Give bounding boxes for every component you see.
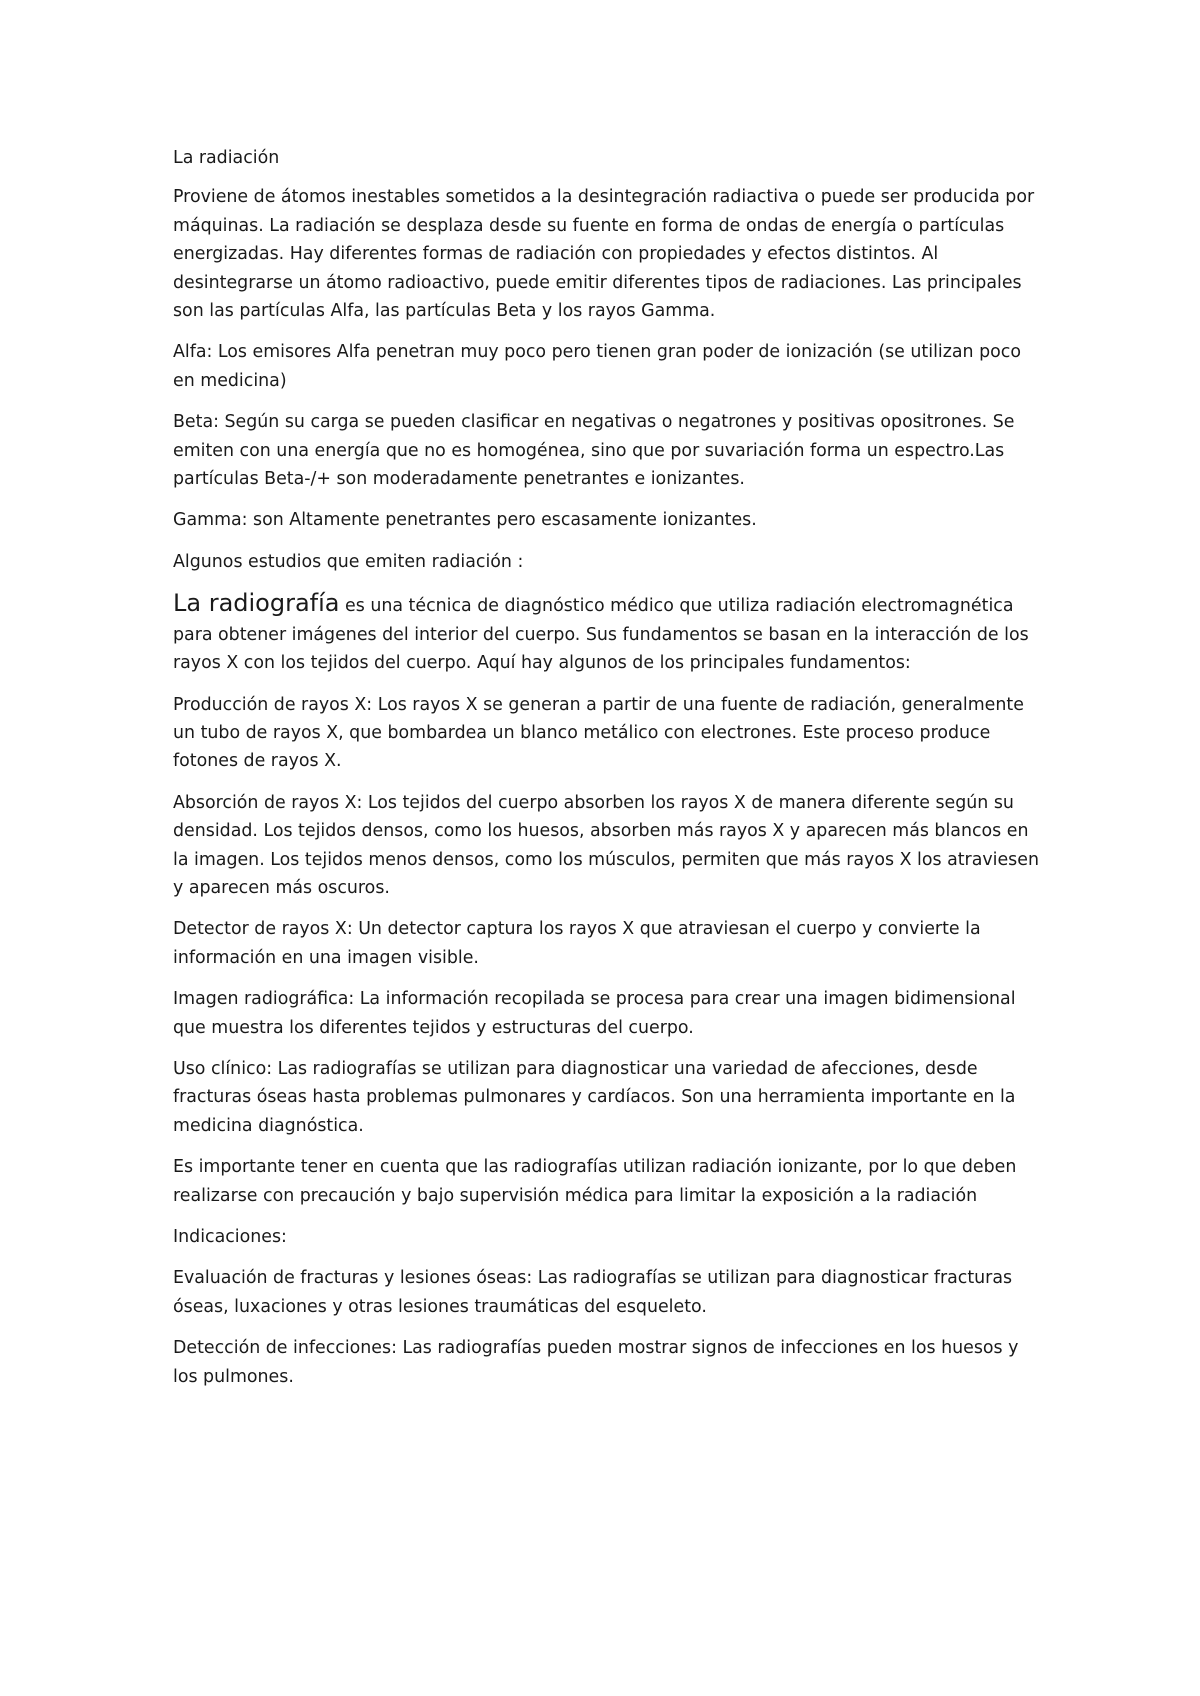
paragraph-imagen: Imagen radiográfica: La información recopilada se procesa para crear una imagen bidimensional que muestra los diferentes tejidos y estructuras del cuerpo. [173,989,1016,1038]
paragraph-deteccion: Detección de infecciones: Las radiografías pueden mostrar signos de infecciones en los huesos y los pulmones. [173,1338,1019,1387]
paragraph-importante: Es importante tener en cuenta que las radiografías utilizan radiación ionizante, por lo que deben realizarse con precaución y bajo supervisión médica para limitar la exposición a la radiación [173,1157,1017,1206]
document-title: La radiación [173,148,280,168]
paragraph-evaluacion: Evaluación de fracturas y lesiones óseas: Las radiografías se utilizan para diagnosticar fracturas óseas, luxaciones y otras lesiones traumáticas del esqueleto. [173,1268,1013,1317]
heading-estudios: Algunos estudios que emiten radiación : [173,551,524,572]
paragraph-radiografia [173,589,1045,677]
term-radiografia: La radiografía [173,589,340,618]
paragraph-produccion: Producción de rayos X: Los rayos X se generan a partir de una fuente de radiación, generalmente un tubo de rayos X, que bombardea un blanco metálico con electrones. Este proceso produce fotones de rayos X. [173,694,1024,772]
radiografia-text: es una técnica de diagnóstico médico que utiliza radiación electromagnética para obtener imágenes del interior del cuerpo. Sus fundamentos se basan en la interacción de los rayos X con los tejidos del cuerpo. Aquí hay algunos de los principales fundamentos: [173,596,1029,674]
paragraph-absorcion: Absorción de rayos X: Los tejidos del cuerpo absorben los rayos X de manera diferente según su densidad. Los tejidos densos, como los huesos, absorben más rayos X y aparecen más blancos en la imagen. Los tejidos menos densos, como los músculos, permiten que más rayos X los atraviesen y aparecen más oscuros. [173,792,1039,898]
paragraph-uso: Uso clínico: Las radiografías se utilizan para diagnosticar una variedad de afecciones, desde fracturas óseas hasta problemas pulmonares y cardíacos. Son una herramienta importante en la medicina diagnóstica. [173,1058,1016,1136]
paragraph-alfa: Alfa: Los emisores Alfa penetran muy poco pero tienen gran poder de ionización (se utilizan poco en medicina) [173,342,1021,391]
paragraph-gamma: Gamma: son Altamente penetrantes pero escasamente ionizantes. [173,510,757,531]
paragraph-intro: Proviene de átomos inestables sometidos a la desintegración radiactiva o puede ser producida por máquinas. La radiación se desplaza desde su fuente en forma de ondas de energía o partículas energizadas. Hay diferentes formas de radiación con propiedades y efectos distintos. Al desintegrarse un átomo radioactivo, puede emitir diferentes tipos de radiaciones. Las principales son las partículas Alfa, las partículas Beta y los rayos Gamma. [173,187,1035,322]
paragraph-beta: Beta: Según su carga se pueden clasificar en negativas o negatrones y positivas opositrones. Se emiten con una energía que no es homogénea, sino que por suvariación forma un espectro.Las partículas Beta-/+ son moderadamente penetrantes e ionizantes. [173,412,1015,490]
document-page [173,144,1045,1404]
paragraph-detector: Detector de rayos X: Un detector captura los rayos X que atraviesan el cuerpo y convierte la información en una imagen visible. [173,919,981,968]
heading-indicaciones: Indicaciones: [173,1227,287,1247]
